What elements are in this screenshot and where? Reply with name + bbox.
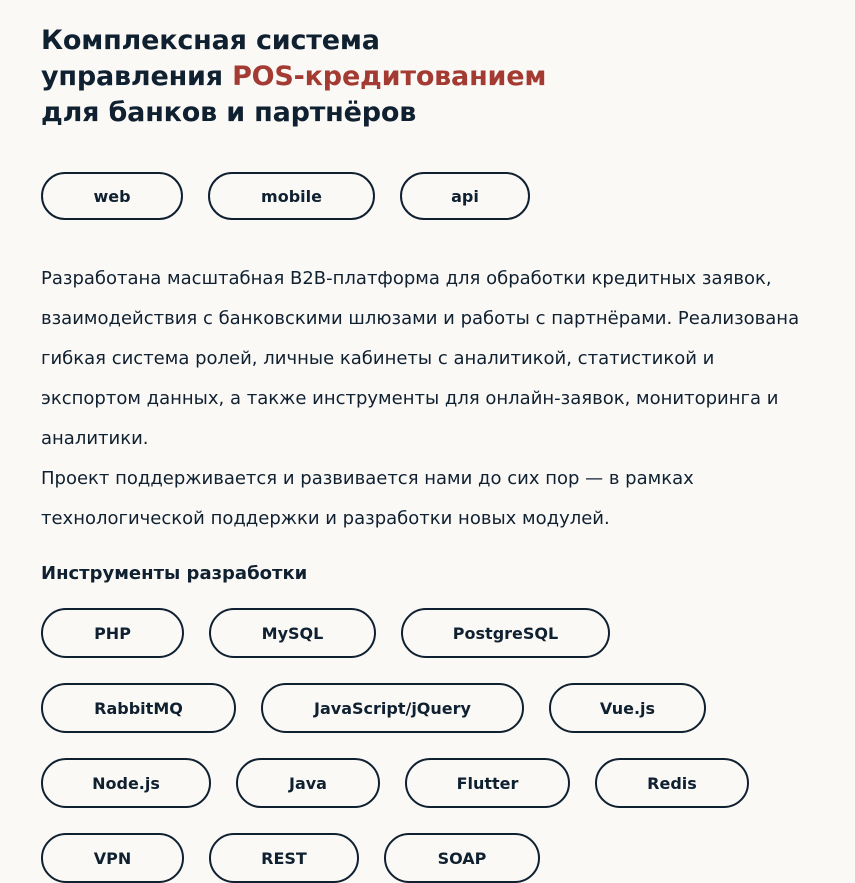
tool-tag-soap[interactable]: SOAP [384, 833, 540, 883]
tool-tag-rabbitmq[interactable]: RabbitMQ [41, 683, 236, 733]
title-line-3: для банков и партнёров [41, 97, 417, 128]
platform-tag-api[interactable]: api [400, 172, 530, 220]
tools-row [41, 683, 841, 733]
tool-tag-flutter[interactable]: Flutter [405, 758, 570, 808]
tool-tag-mysql[interactable]: MySQL [209, 608, 376, 658]
tool-tag-javascript-jquery[interactable]: JavaScript/jQuery [261, 683, 524, 733]
tool-tag-rest[interactable]: REST [209, 833, 359, 883]
description-paragraph-1: Разработана масштабная B2B-платформа для обработки кредитных заявок, взаимодействия с банковскими шлюзами и работы с партнёрами. Реализована гибкая система ролей, личные кабинеты с аналитикой, статистикой и экспортом данных, а также инструменты для онлайн-заявок, мониторинга и аналитики. [41, 268, 800, 449]
tools-list [41, 608, 841, 883]
platform-tag-web[interactable]: web [41, 172, 183, 220]
project-description [41, 259, 801, 539]
tools-heading: Инструменты разработки [41, 563, 308, 584]
tools-row [41, 608, 841, 658]
title-accent: POS-кредитованием [232, 61, 547, 92]
title-line-1: Комплексная система [41, 25, 380, 56]
platform-tag-mobile[interactable]: mobile [208, 172, 375, 220]
tool-tag-postgresql[interactable]: PostgreSQL [401, 608, 610, 658]
tool-tag-java[interactable]: Java [236, 758, 380, 808]
tool-tag-nodejs[interactable]: Node.js [41, 758, 211, 808]
page-title [41, 23, 841, 131]
title-line-2-prefix: управления [41, 61, 233, 92]
tool-tag-vpn[interactable]: VPN [41, 833, 184, 883]
tool-tag-redis[interactable]: Redis [595, 758, 749, 808]
tool-tag-php[interactable]: PHP [41, 608, 184, 658]
platform-tags [41, 172, 841, 220]
description-paragraph-2: Проект поддерживается и развивается нами до сих пор — в рамках технологической поддержки и разработки новых модулей. [41, 468, 694, 529]
tool-tag-vuejs[interactable]: Vue.js [549, 683, 706, 733]
tools-row [41, 833, 841, 883]
tools-row [41, 758, 841, 808]
